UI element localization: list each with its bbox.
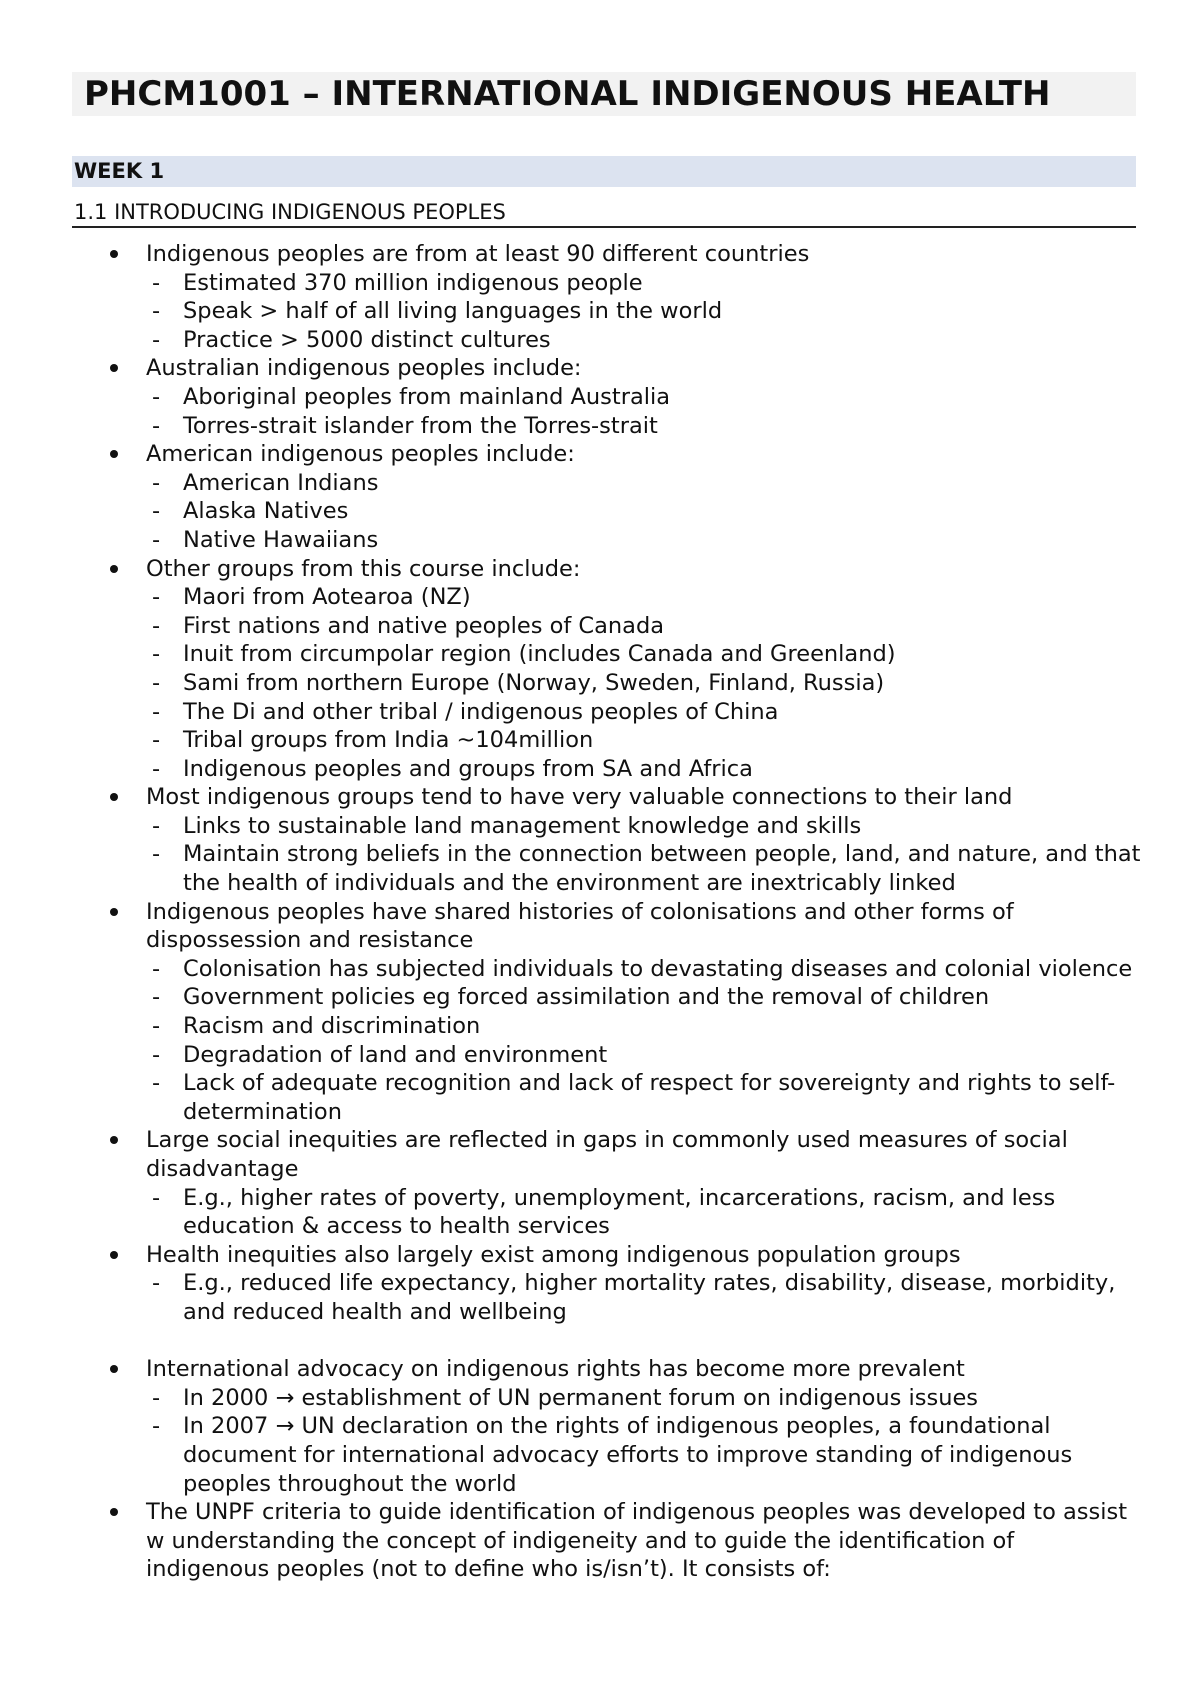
sub-item: - Degradation of land and environment	[72, 1041, 1144, 1070]
bullet-item: International advocacy on indigenous rights has become more prevalent	[72, 1355, 1144, 1384]
sub-item: - Alaska Natives	[72, 497, 1144, 526]
week-heading: WEEK 1	[72, 156, 1136, 187]
bullet-item: Other groups from this course include:	[72, 555, 1144, 584]
bullet-item: Large social inequities are reflected in gaps in commonly used measures of social disadvantage	[72, 1126, 1144, 1183]
blank-line	[72, 1327, 1144, 1356]
sub-item: - Inuit from circumpolar region (includes Canada and Greenland)	[72, 640, 1144, 669]
sub-item: - Lack of adequate recognition and lack of respect for sovereignty and rights to self-determination	[72, 1069, 1144, 1126]
sub-item: - Estimated 370 million indigenous people	[72, 269, 1144, 298]
sub-item: - E.g., reduced life expectancy, higher mortality rates, disability, disease, morbidity, and reduced health and wellbeing	[72, 1269, 1144, 1326]
bullet-item: Health inequities also largely exist among indigenous population groups	[72, 1241, 1144, 1270]
sub-item: - American Indians	[72, 469, 1144, 498]
sub-item: - Practice > 5000 distinct cultures	[72, 326, 1144, 355]
sub-item: - Tribal groups from India ~104million	[72, 726, 1144, 755]
sub-item: - Maori from Aotearoa (NZ)	[72, 583, 1144, 612]
sub-item: - Racism and discrimination	[72, 1012, 1144, 1041]
sub-item: - Indigenous peoples and groups from SA and Africa	[72, 755, 1144, 784]
bullet-item: American indigenous peoples include:	[72, 440, 1144, 469]
sub-item: - First nations and native peoples of Canada	[72, 612, 1144, 641]
bullet-item: The UNPF criteria to guide identification of indigenous peoples was developed to assist w understanding the concept of indigeneity and to guide the identification of indigenous peoples (not to define who is/isn’t). It consists of:	[72, 1498, 1144, 1584]
bullet-item: Most indigenous groups tend to have very valuable connections to their land	[72, 783, 1144, 812]
bullet-item: Indigenous peoples are from at least 90 different countries	[72, 240, 1144, 269]
document-title: PHCM1001 – INTERNATIONAL INDIGENOUS HEALTH	[72, 72, 1136, 116]
sub-item: - The Di and other tribal / indigenous peoples of China	[72, 698, 1144, 727]
sub-item: - Maintain strong beliefs in the connection between people, land, and nature, and that the health of individuals and the environment are inextricably linked	[72, 840, 1144, 897]
sub-item: - Colonisation has subjected individuals to devastating diseases and colonial violence	[72, 955, 1144, 984]
sub-item: - Links to sustainable land management knowledge and skills	[72, 812, 1144, 841]
section-heading: 1.1 INTRODUCING INDIGENOUS PEOPLES	[72, 197, 1136, 228]
sub-item: - Torres-strait islander from the Torres-strait	[72, 412, 1144, 441]
notes-list	[72, 240, 1144, 1584]
sub-item: - In 2000 → establishment of UN permanent forum on indigenous issues	[72, 1384, 1144, 1413]
sub-item: - In 2007 → UN declaration on the rights of indigenous peoples, a foundational document for international advocacy efforts to improve standing of indigenous peoples throughout the world	[72, 1412, 1144, 1498]
sub-item: - Aboriginal peoples from mainland Australia	[72, 383, 1144, 412]
sub-item: - Government policies eg forced assimilation and the removal of children	[72, 983, 1144, 1012]
sub-item: - Sami from northern Europe (Norway, Sweden, Finland, Russia)	[72, 669, 1144, 698]
bullet-item: Indigenous peoples have shared histories of colonisations and other forms of dispossession and resistance	[72, 898, 1144, 955]
sub-item: - Native Hawaiians	[72, 526, 1144, 555]
sub-item: - Speak > half of all living languages in the world	[72, 297, 1144, 326]
sub-item: - E.g., higher rates of poverty, unemployment, incarcerations, racism, and less education & access to health services	[72, 1184, 1144, 1241]
bullet-item: Australian indigenous peoples include:	[72, 354, 1144, 383]
